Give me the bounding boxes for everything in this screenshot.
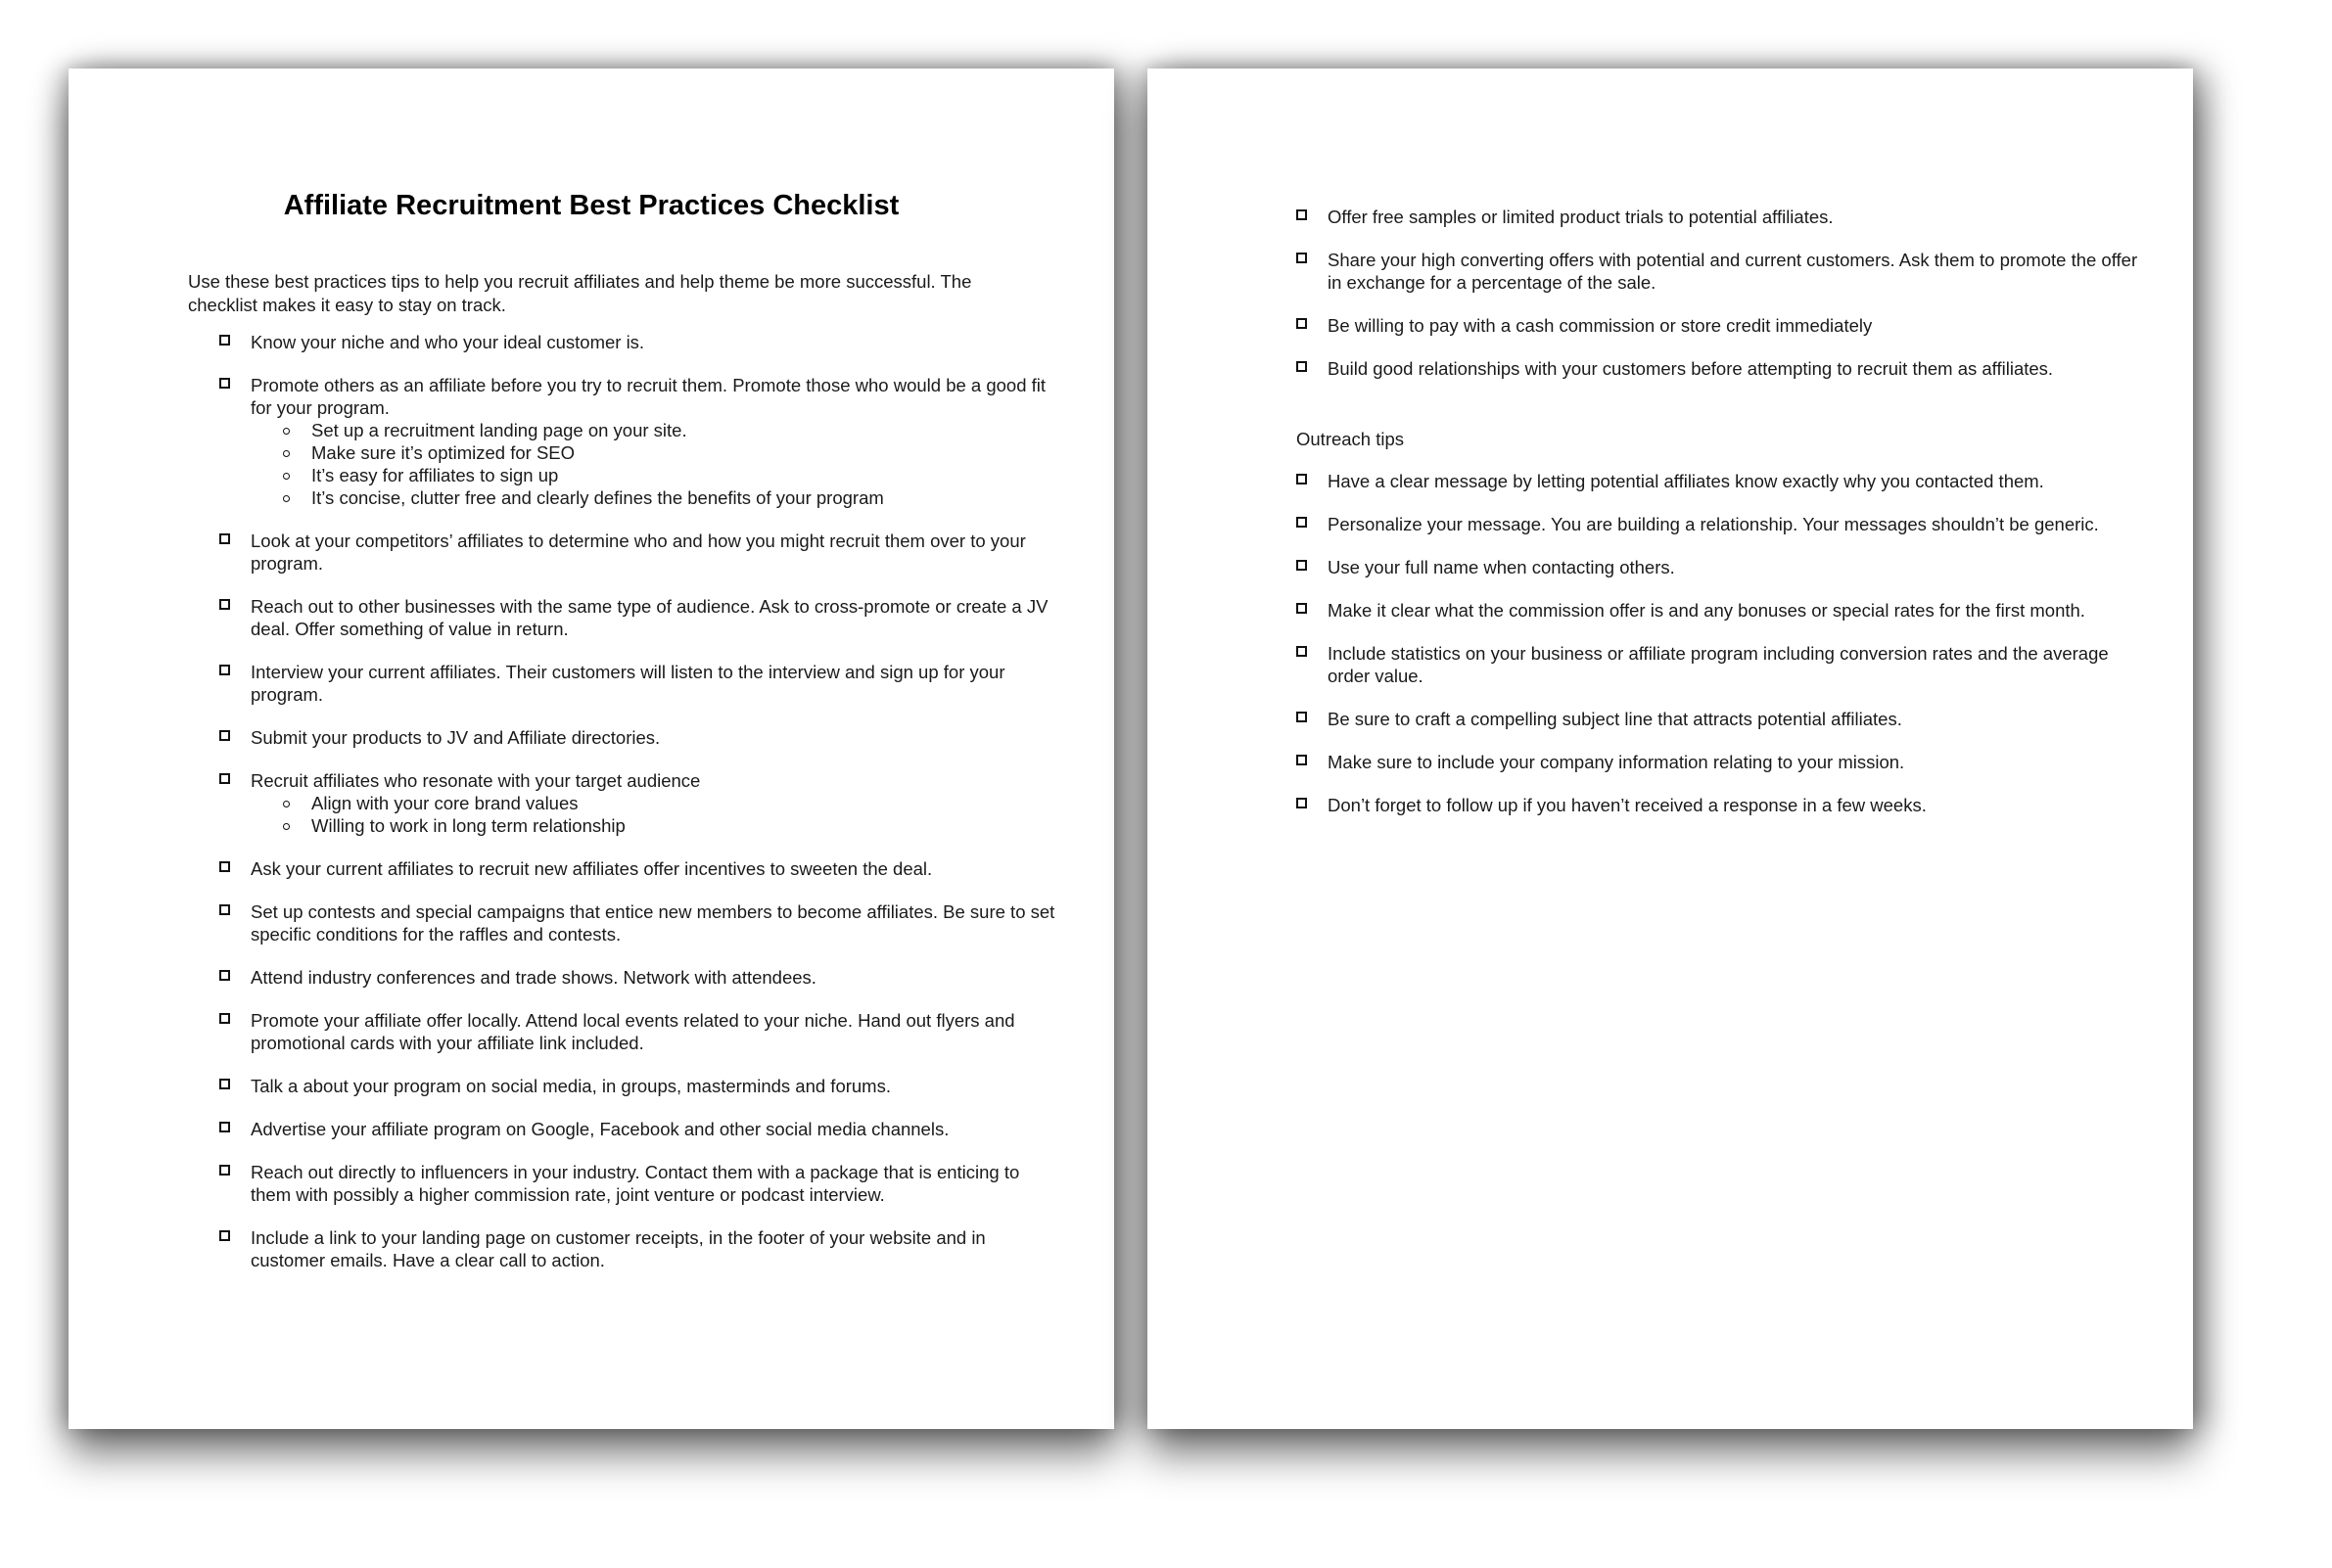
checklist-item [1296, 249, 2138, 294]
checkbox-icon[interactable] [1296, 560, 1307, 571]
checklist-item-text: Reach out to other businesses with the same type of audience. Ask to cross-promote or create a JV deal. Offer something of value in return. [251, 596, 1049, 639]
sub-list-item-text: Align with your core brand values [311, 793, 579, 813]
checklist-item-text: Promote your affiliate offer locally. Attend local events related to your niche. Hand out flyers and promotional cards with your affiliate link included. [251, 1010, 1015, 1053]
checklist-item [219, 966, 1061, 989]
checkbox-icon[interactable] [1296, 318, 1307, 329]
checklist-item-text: Know your niche and who your ideal customer is. [251, 332, 645, 352]
document-page-2 [1147, 69, 2193, 1429]
circle-bullet-icon [283, 473, 290, 480]
sub-list-item-text: It’s concise, clutter free and clearly defines the benefits of your program [311, 487, 884, 508]
sub-list-item [251, 792, 1061, 814]
checkbox-icon[interactable] [1296, 755, 1307, 765]
checklist-item-text: Make sure to include your company information relating to your mission. [1328, 752, 1905, 772]
sub-list-item [251, 441, 1061, 464]
checkbox-icon[interactable] [1296, 646, 1307, 657]
checklist-item-text: Interview your current affiliates. Their customers will listen to the interview and sign up for your program. [251, 662, 1005, 705]
checklist-item-text: Be sure to craft a compelling subject line that attracts potential affiliates. [1328, 709, 1902, 729]
checklist-item [219, 1118, 1061, 1140]
checklist-item-text: Make it clear what the commission offer is and any bonuses or special rates for the first month. [1328, 600, 2085, 621]
checkbox-icon[interactable] [219, 1013, 230, 1024]
checklist-item [219, 530, 1061, 575]
checklist-item [219, 595, 1061, 640]
checkbox-icon[interactable] [219, 378, 230, 389]
checkbox-icon[interactable] [1296, 603, 1307, 614]
checklist-item-text: Look at your competitors’ affiliates to determine who and how you might recruit them over to your program. [251, 530, 1026, 574]
checkbox-icon[interactable] [219, 533, 230, 544]
circle-bullet-icon [283, 801, 290, 807]
checklist-item-text: Ask your current affiliates to recruit new affiliates offer incentives to sweeten the deal. [251, 858, 933, 879]
checkbox-icon[interactable] [219, 665, 230, 675]
checklist-item [1296, 513, 2138, 535]
checklist-item [219, 374, 1061, 509]
sub-list [251, 792, 1061, 837]
checklist-item [1296, 751, 2138, 773]
checkbox-icon[interactable] [219, 599, 230, 610]
checklist-item-text: Attend industry conferences and trade shows. Network with attendees. [251, 967, 816, 988]
sub-list-item-text: Willing to work in long term relationship [311, 815, 626, 836]
sub-list-item-text: Set up a recruitment landing page on your site. [311, 420, 687, 440]
checklist-page-1 [219, 331, 1061, 1292]
checkbox-icon[interactable] [1296, 253, 1307, 263]
checkbox-icon[interactable] [1296, 361, 1307, 372]
checklist-item [219, 331, 1061, 353]
checklist-item-text: Include statistics on your business or affiliate program including conversion rates and the average order value. [1328, 643, 2109, 686]
checkbox-icon[interactable] [1296, 712, 1307, 722]
checklist-item [1296, 794, 2138, 816]
checkbox-icon[interactable] [219, 861, 230, 872]
checklist-item [1296, 357, 2138, 380]
checklist-item [1296, 470, 2138, 492]
checkbox-icon[interactable] [219, 1122, 230, 1132]
checklist-page-2-top [1296, 206, 2138, 400]
checkbox-icon[interactable] [1296, 517, 1307, 528]
sub-list-item-text: It’s easy for affiliates to sign up [311, 465, 559, 485]
checklist-item [219, 1009, 1061, 1054]
checklist-item [219, 726, 1061, 749]
checklist-item-text: Reach out directly to influencers in your industry. Contact them with a package that is enticing to them with possibly a higher commission rate, joint venture or podcast interview. [251, 1162, 1020, 1205]
sub-list-item [251, 814, 1061, 837]
checklist-item [1296, 642, 2138, 687]
circle-bullet-icon [283, 823, 290, 830]
circle-bullet-icon [283, 428, 290, 435]
checklist-item-text: Have a clear message by letting potential affiliates know exactly why you contacted them. [1328, 471, 2044, 491]
checklist-item-text: Personalize your message. You are building a relationship. Your messages shouldn’t be generic. [1328, 514, 2099, 534]
checkbox-icon[interactable] [219, 730, 230, 741]
checklist-item [219, 1075, 1061, 1097]
checklist-item-text: Submit your products to JV and Affiliate directories. [251, 727, 661, 748]
checklist-item-text: Talk a about your program on social media, in groups, masterminds and forums. [251, 1076, 891, 1096]
checklist-item-text: Promote others as an affiliate before you try to recruit them. Promote those who would be a good fit for your program. [251, 375, 1047, 418]
checkbox-icon[interactable] [219, 1230, 230, 1241]
circle-bullet-icon [283, 495, 290, 502]
checklist-item [1296, 556, 2138, 578]
document-page-1 [69, 69, 1114, 1429]
checklist-item-text: Advertise your affiliate program on Google, Facebook and other social media channels. [251, 1119, 950, 1139]
checklist-item-text: Recruit affiliates who resonate with your target audience [251, 770, 701, 791]
checkbox-icon[interactable] [219, 1165, 230, 1176]
checkbox-icon[interactable] [219, 970, 230, 981]
sub-list-item [251, 486, 1061, 509]
checklist-item-text: Use your full name when contacting others. [1328, 557, 1675, 577]
sub-list-item [251, 419, 1061, 441]
checklist-item-text: Don’t forget to follow up if you haven’t received a response in a few weeks. [1328, 795, 1927, 815]
circle-bullet-icon [283, 450, 290, 457]
checkbox-icon[interactable] [219, 904, 230, 915]
checklist-item [219, 857, 1061, 880]
checklist-item [219, 661, 1061, 706]
checklist-item [219, 900, 1061, 945]
page-title: Affiliate Recruitment Best Practices Checklist [283, 190, 900, 221]
intro-paragraph: Use these best practices tips to help you recruit affiliates and help theme be more successful. The checklist makes it easy to stay on track. [188, 271, 972, 315]
checklist-item-text: Share your high converting offers with potential and current customers. Ask them to promote the offer in exchange for a percentage of the sale. [1328, 250, 2138, 293]
checklist-item-text: Build good relationships with your customers before attempting to recruit them as affiliates. [1328, 358, 2054, 379]
checklist-item-text: Set up contests and special campaigns that entice new members to become affiliates. Be sure to set specific conditions for the raffles and contests. [251, 901, 1055, 945]
checkbox-icon[interactable] [1296, 798, 1307, 808]
checklist-item [219, 769, 1061, 837]
section-label-outreach-tips: Outreach tips [1296, 429, 1405, 449]
checklist-item-text: Offer free samples or limited product trials to potential affiliates. [1328, 207, 1834, 227]
sub-list [251, 419, 1061, 509]
sub-list-item [251, 464, 1061, 486]
checklist-item [1296, 708, 2138, 730]
checklist-item-text: Be willing to pay with a cash commission or store credit immediately [1328, 315, 1873, 336]
checklist-item [1296, 314, 2138, 337]
checkbox-icon[interactable] [219, 335, 230, 346]
checkbox-icon[interactable] [1296, 209, 1307, 220]
checklist-item [1296, 206, 2138, 228]
checklist-item-text: Include a link to your landing page on customer receipts, in the footer of your website and in customer emails. Have a clear call to action. [251, 1227, 986, 1270]
checkbox-icon[interactable] [1296, 474, 1307, 484]
checkbox-icon[interactable] [219, 1079, 230, 1089]
checklist-outreach-tips [1296, 470, 2138, 837]
checkbox-icon[interactable] [219, 773, 230, 784]
sub-list-item-text: Make sure it’s optimized for SEO [311, 442, 576, 463]
checklist-item [1296, 599, 2138, 622]
checklist-item [219, 1161, 1061, 1206]
checklist-item [219, 1226, 1061, 1271]
